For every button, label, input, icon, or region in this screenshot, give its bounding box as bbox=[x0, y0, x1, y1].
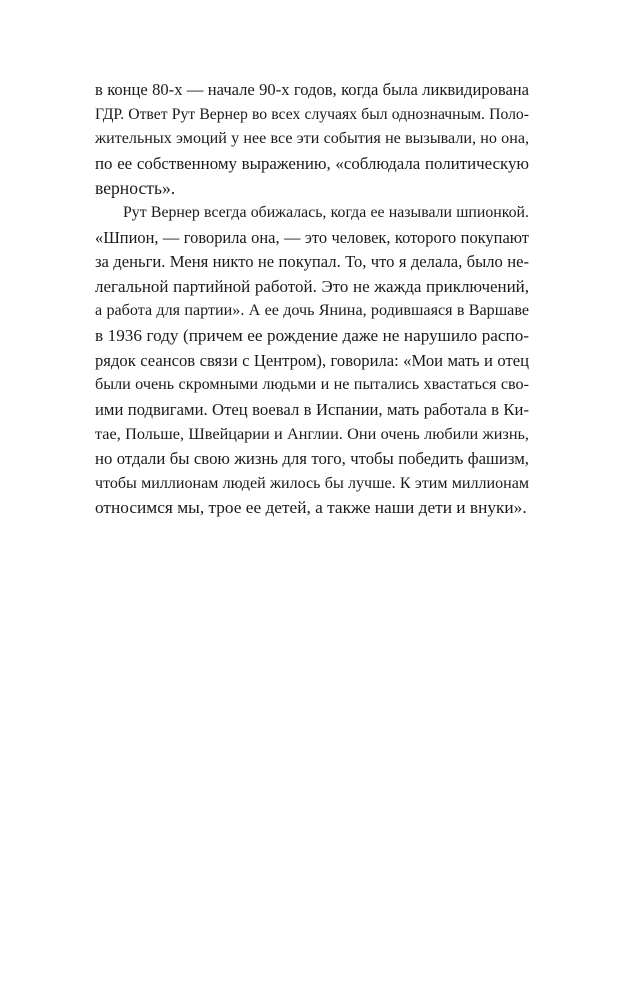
text-line: верность». bbox=[95, 178, 176, 199]
text-line: в конце 80-х — начале 90-х годов, когда была ликвидирована bbox=[95, 80, 529, 99]
text-line: чтобы миллионам людей жилось бы лучше. К этим миллионам bbox=[95, 474, 529, 492]
text-line: были очень скромными людьми и не пытались хвастаться сво- bbox=[95, 376, 529, 394]
text-line: Рут Вернер всегда обижалась, когда ее называли шпионкой. bbox=[123, 203, 529, 221]
text-line: ГДР. Ответ Рут Вернер во всех случаях был однозначным. Поло- bbox=[95, 105, 529, 123]
text-line: по ее собственному выражению, «соблюдала политическую bbox=[95, 153, 529, 173]
text-line: тае, Польше, Швейцарии и Англии. Они очень любили жизнь, bbox=[95, 425, 529, 444]
text-line: жительных эмоций у нее все эти события не вызывали, но она, bbox=[95, 130, 529, 148]
text-line: рядок сеансов связи с Центром), говорила: «Мои мать и отец bbox=[95, 350, 529, 370]
text-line: легальной партийной работой. Это не жажда приключений, bbox=[95, 276, 529, 296]
paragraph-2 bbox=[95, 201, 529, 521]
text-line: относимся мы, трое ее детей, а также наши дети и внуки». bbox=[95, 498, 527, 518]
paragraph-1 bbox=[95, 78, 529, 201]
text-line: в 1936 году (причем ее рождение даже не нарушило распо- bbox=[95, 325, 529, 345]
text-line: ими подвигами. Отец воевал в Испании, мать работала в Ки- bbox=[95, 399, 529, 419]
text-line: а работа для партии». А ее дочь Янина, родившаяся в Варшаве bbox=[95, 302, 529, 320]
body-text bbox=[95, 78, 529, 521]
text-line: за деньги. Меня никто не покупал. То, что я делала, было не- bbox=[95, 252, 529, 272]
text-line: но отдали бы свою жизнь для того, чтобы победить фашизм, bbox=[95, 448, 529, 468]
text-line: «Шпион, — говорила она, — это человек, которого покупают bbox=[95, 227, 529, 247]
